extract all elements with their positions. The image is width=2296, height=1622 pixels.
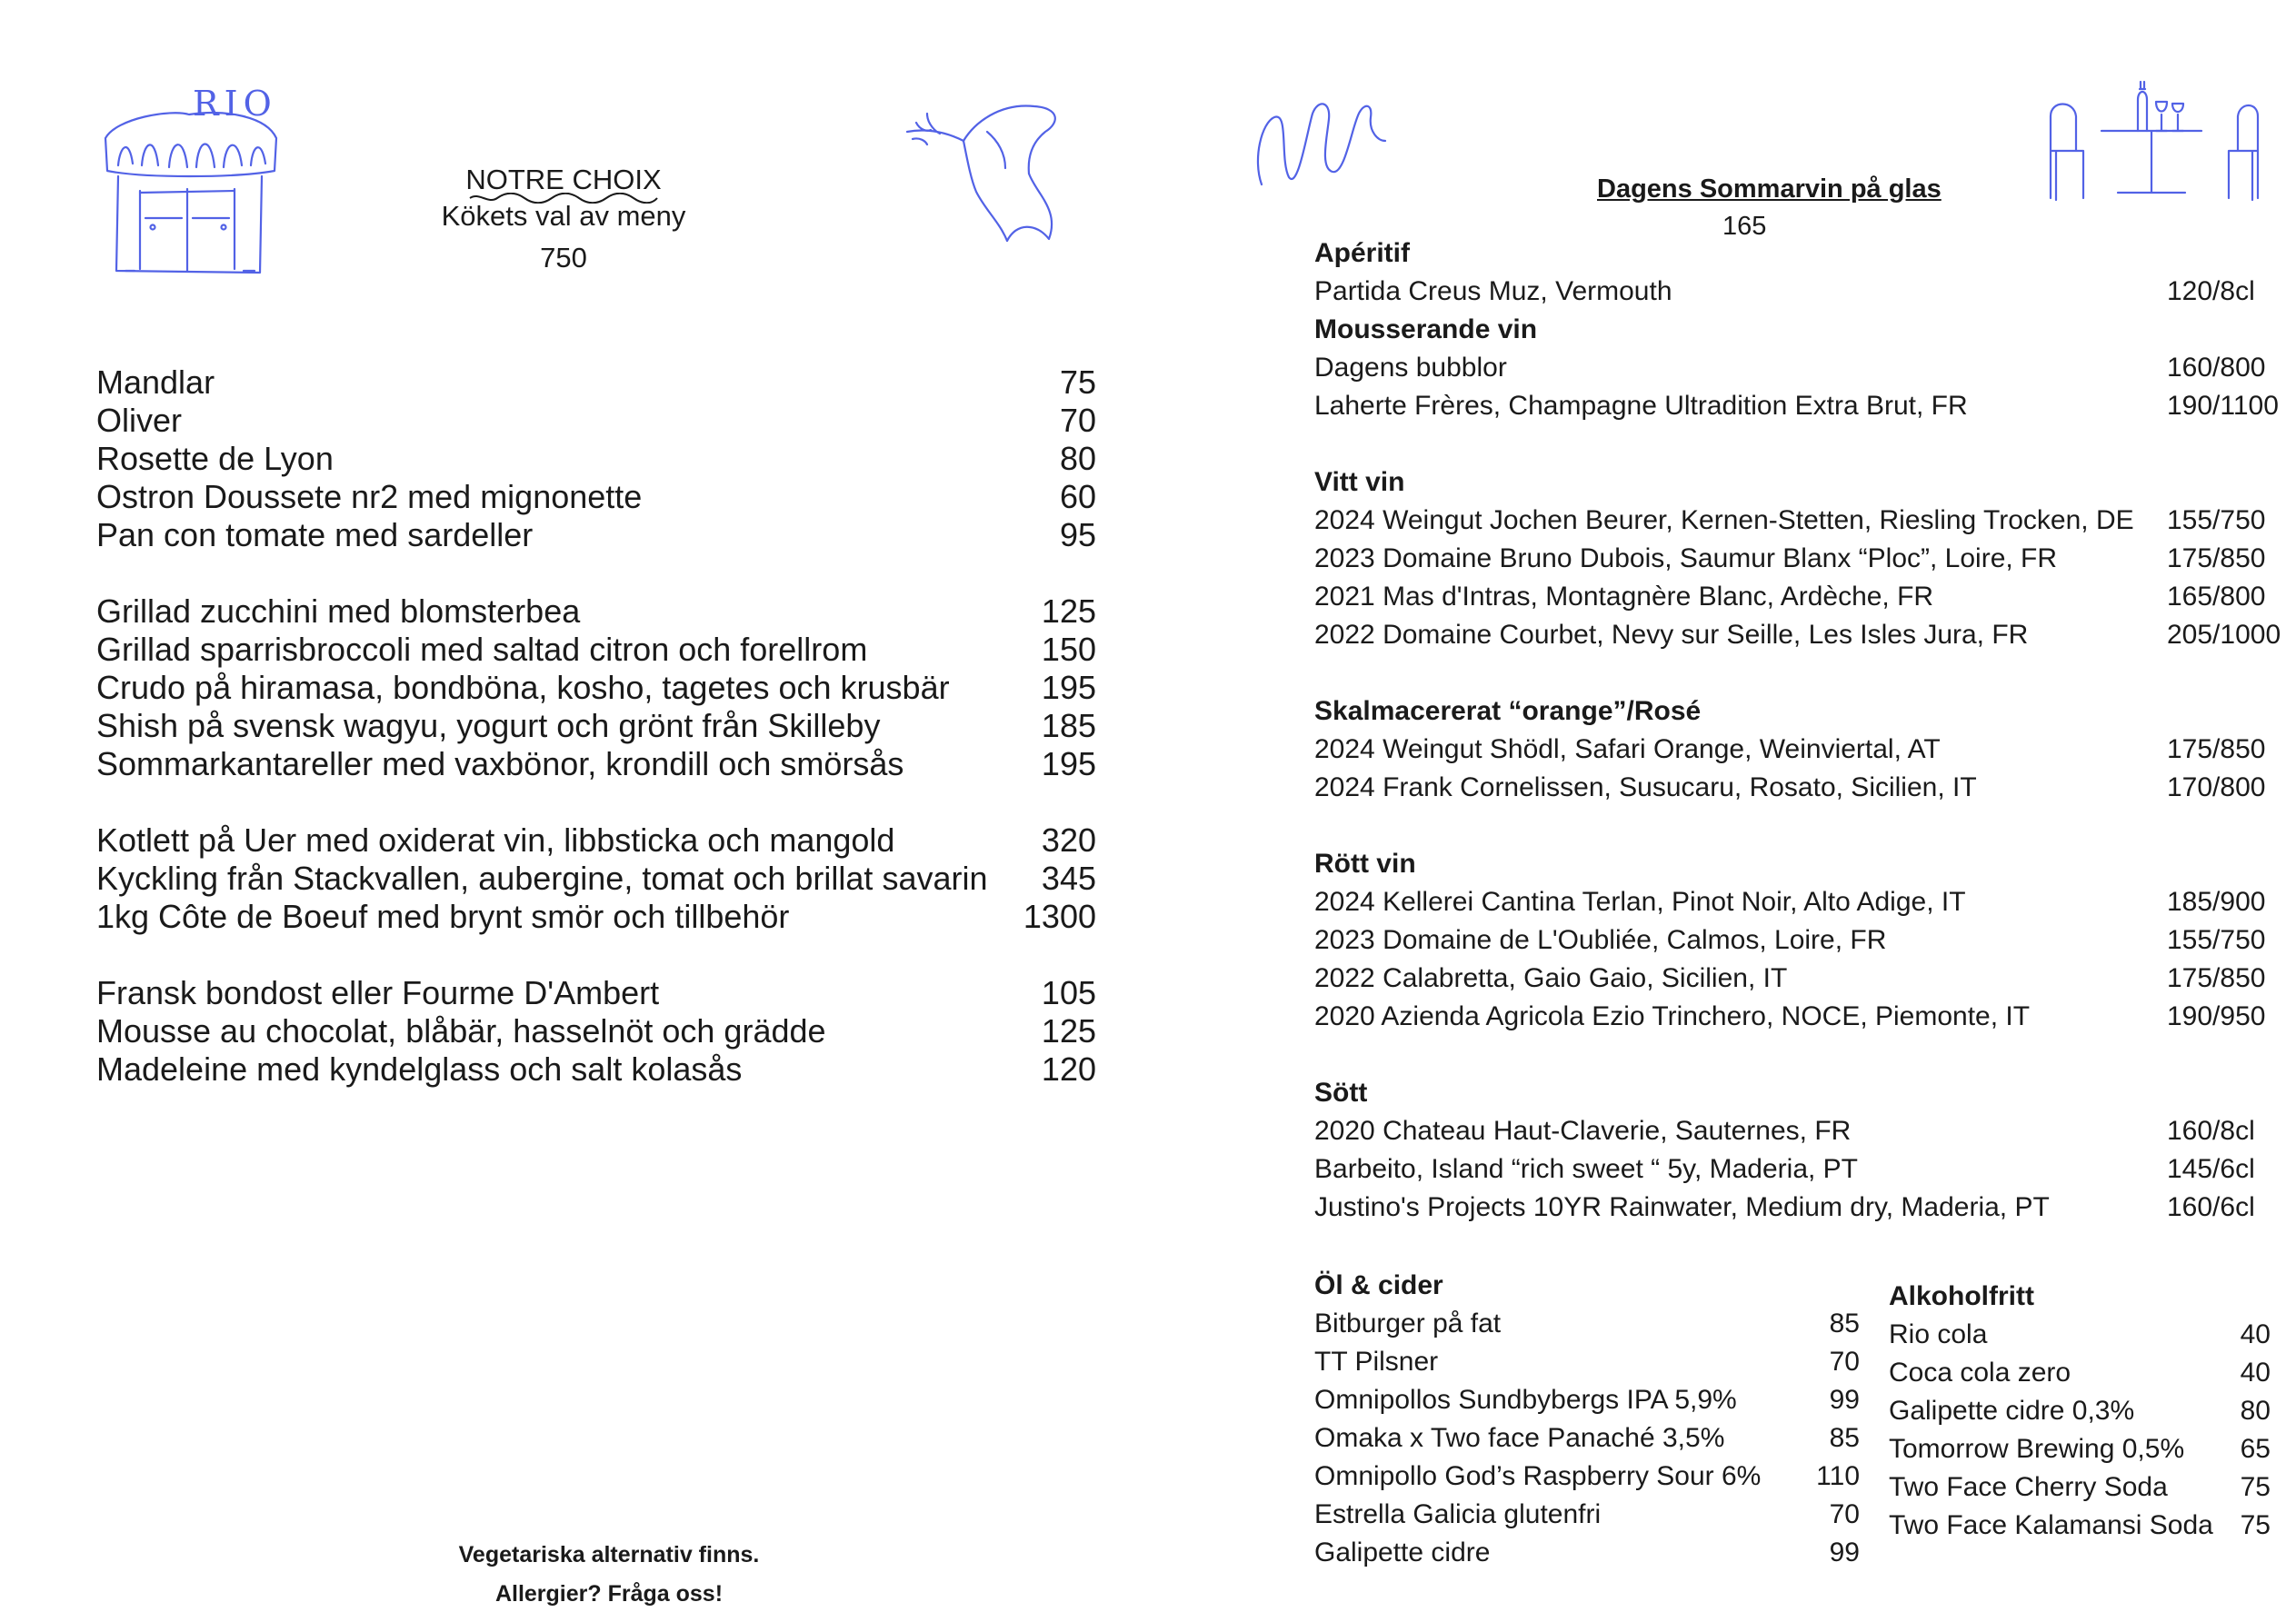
wine-section-heading: Sött — [1314, 1078, 1368, 1108]
item-name: 2023 Domaine de L'Oubliée, Calmos, Loire, FR — [1314, 925, 1887, 955]
menu-item — [96, 363, 1096, 402]
item-price: 40 — [2240, 1358, 2271, 1388]
wine-item — [1314, 349, 2296, 387]
wine-item — [1314, 1189, 2296, 1227]
item-name: Kyckling från Stackvallen, aubergine, tomat och brillat savarin — [96, 860, 988, 897]
item-price: 1300 — [1023, 898, 1096, 935]
item-name: 2022 Calabretta, Gaio Gaio, Sicilien, IT — [1314, 963, 1788, 993]
item-name: Ostron Doussete nr2 med mignonette — [96, 478, 643, 515]
item-price: 190/1100 — [2167, 391, 2279, 421]
beer-item — [1314, 1534, 1860, 1572]
item-price: 165/800 — [2167, 582, 2266, 612]
item-price: 80 — [1059, 440, 1096, 477]
item-name: Two Face Kalamansi Soda — [1889, 1510, 2213, 1540]
wine-title: Dagens Sommarvin på glas — [1597, 174, 1942, 204]
wine-item — [1314, 1112, 2296, 1150]
beer-heading: Öl & cider — [1314, 1270, 1443, 1300]
item-price: 125 — [1041, 592, 1096, 630]
item-name: Estrella Galicia glutenfri — [1314, 1499, 1602, 1529]
squiggle-icon — [1253, 95, 1389, 195]
beer-item — [1314, 1305, 1860, 1343]
item-price: 160/6cl — [2167, 1192, 2255, 1222]
beer-cider-list — [1314, 1267, 1860, 1572]
notre-choix-title: NOTRE CHOIX — [465, 164, 662, 195]
alcohol-free-heading: Alkoholfritt — [1889, 1281, 2034, 1311]
food-group — [96, 363, 1096, 554]
soft-drink-item — [1889, 1354, 2271, 1392]
soft-drink-item — [1889, 1430, 2271, 1468]
wine-item — [1314, 960, 2296, 998]
item-name: Fransk bondost eller Fourme D'Ambert — [96, 974, 660, 1011]
item-name: Grillad zucchini med blomsterbea — [96, 592, 581, 630]
item-name: Laherte Frères, Champagne Ultradition Extra Brut, FR — [1314, 391, 1968, 421]
item-name: Omnipollos Sundbybergs IPA 5,9% — [1314, 1385, 1737, 1415]
beer-item — [1314, 1343, 1860, 1381]
soft-drink-item — [1889, 1468, 2271, 1507]
wine-section-heading: Apéritif — [1314, 238, 1410, 268]
wine-section-heading: Rött vin — [1314, 849, 1416, 879]
wine-item — [1314, 1150, 2296, 1189]
item-name: 2024 Weingut Shödl, Safari Orange, Weinviertal, AT — [1314, 734, 1941, 764]
beer-item — [1314, 1496, 1860, 1534]
item-name: Omnipollo God’s Raspberry Sour 6% — [1314, 1461, 1762, 1491]
section-spacer — [1314, 807, 2296, 845]
item-price: 110 — [1816, 1461, 1860, 1491]
item-name: Galipette cidre — [1314, 1537, 1491, 1567]
item-price: 160/8cl — [2167, 1116, 2255, 1146]
item-price: 345 — [1041, 860, 1096, 897]
item-name: Shish på svensk wagyu, yogurt och grönt från Skilleby — [96, 707, 881, 744]
item-name: Dagens bubblor — [1314, 353, 1507, 383]
wine-section-heading: Mousserande vin — [1314, 314, 1538, 344]
wine-item — [1314, 540, 2296, 578]
item-price: 175/850 — [2167, 543, 2266, 573]
soft-drink-item — [1889, 1507, 2271, 1545]
logo-text: RIO — [193, 84, 277, 124]
item-name: 2020 Azienda Agricola Ezio Trinchero, NOCE, Piemonte, IT — [1314, 1001, 2031, 1031]
item-name: Grillad sparrisbroccoli med saltad citron och forellrom — [96, 631, 868, 668]
item-name: Mandlar — [96, 363, 215, 401]
item-name: Bitburger på fat — [1314, 1309, 1502, 1338]
item-price: 145/6cl — [2167, 1154, 2255, 1184]
item-price: 95 — [1059, 516, 1096, 553]
item-name: 2024 Frank Cornelissen, Susucaru, Rosato, Sicilien, IT — [1314, 772, 1977, 802]
item-price: 75 — [2240, 1510, 2271, 1540]
menu-item — [96, 974, 1096, 1012]
item-name: Kotlett på Uer med oxiderat vin, libbsticka och mangold — [96, 821, 895, 859]
wine-item — [1314, 578, 2296, 616]
item-name: Justino's Projects 10YR Rainwater, Medium dry, Maderia, PT — [1314, 1192, 2050, 1222]
notre-choix-block — [382, 162, 745, 276]
item-price: 105 — [1041, 974, 1096, 1011]
item-price: 99 — [1829, 1537, 1860, 1567]
item-name: Two Face Cherry Soda — [1889, 1472, 2168, 1502]
menu-item — [96, 1050, 1096, 1089]
item-price: 155/750 — [2167, 505, 2266, 535]
item-name: 2024 Weingut Jochen Beurer, Kernen-Stetten, Riesling Trocken, DE — [1314, 505, 2134, 535]
item-price: 125 — [1041, 1012, 1096, 1050]
beer-item — [1314, 1381, 1860, 1419]
wine-section-heading: Skalmacererat “orange”/Rosé — [1314, 696, 1702, 726]
food-group — [96, 974, 1096, 1089]
wine-section-heading: Vitt vin — [1314, 467, 1405, 497]
item-price: 160/800 — [2167, 353, 2266, 383]
item-price: 85 — [1829, 1309, 1860, 1338]
notre-choix-subtitle: Kökets val av meny — [441, 200, 686, 232]
item-price: 99 — [1829, 1385, 1860, 1415]
beer-item — [1314, 1419, 1860, 1458]
menu-item — [96, 1012, 1096, 1050]
wine-item — [1314, 769, 2296, 807]
item-price: 80 — [2240, 1396, 2271, 1426]
menu-item — [96, 478, 1096, 516]
item-price: 185 — [1041, 707, 1096, 744]
item-name: Tomorrow Brewing 0,5% — [1889, 1434, 2185, 1464]
item-name: Sommarkantareller med vaxbönor, krondill och smörsås — [96, 745, 904, 782]
soft-drink-item — [1889, 1392, 2271, 1430]
item-price: 195 — [1041, 669, 1096, 706]
wine-item — [1314, 273, 2296, 311]
item-price: 185/900 — [2167, 887, 2266, 917]
item-price: 85 — [1829, 1423, 1860, 1453]
item-price: 120/8cl — [2167, 276, 2255, 306]
item-name: TT Pilsner — [1314, 1347, 1439, 1377]
menu-item — [96, 516, 1096, 554]
item-name: 1kg Côte de Boeuf med brynt smör och tillbehör — [96, 898, 790, 935]
section-spacer — [1314, 654, 2296, 692]
item-name: Mousse au chocolat, blåbär, hasselnöt och grädde — [96, 1012, 826, 1050]
item-name: Partida Creus Muz, Vermouth — [1314, 276, 1672, 306]
footer-vegetarian: Vegetariska alternativ finns. — [458, 1542, 760, 1567]
item-price: 75 — [2240, 1472, 2271, 1502]
wine-item — [1314, 616, 2296, 654]
item-name: Omaka x Two face Panaché 3,5% — [1314, 1423, 1725, 1453]
item-price: 70 — [1059, 402, 1096, 439]
wine-title-price: 165 — [1722, 212, 1767, 241]
menu-item — [96, 898, 1096, 936]
item-price: 65 — [2240, 1434, 2271, 1464]
item-name: Crudo på hiramasa, bondböna, kosho, tagetes och krusbär — [96, 669, 950, 706]
menu-item — [96, 669, 1096, 707]
wine-item — [1314, 731, 2296, 769]
item-price: 170/800 — [2167, 772, 2266, 802]
menu-item — [96, 707, 1096, 745]
item-price: 205/1000 — [2167, 620, 2281, 650]
footer-note — [382, 1536, 836, 1614]
item-name: Rosette de Lyon — [96, 440, 334, 477]
wine-item — [1314, 387, 2296, 425]
wine-item — [1314, 921, 2296, 960]
wine-item — [1314, 998, 2296, 1036]
item-name: Pan con tomate med sardeller — [96, 516, 534, 553]
item-price: 320 — [1041, 821, 1096, 859]
item-name: Rio cola — [1889, 1319, 1988, 1349]
food-group — [96, 821, 1096, 936]
item-name: Madeleine med kyndelglass och salt kolasås — [96, 1050, 743, 1088]
section-spacer — [1314, 425, 2296, 463]
item-name: Barbeito, Island “rich sweet “ 5y, Maderia, PT — [1314, 1154, 1859, 1184]
section-spacer — [1314, 1036, 2296, 1074]
item-name: 2022 Domaine Courbet, Nevy sur Seille, Les Isles Jura, FR — [1314, 620, 2029, 650]
menu-item — [96, 402, 1096, 440]
item-price: 60 — [1059, 478, 1096, 515]
beer-item — [1314, 1458, 1860, 1496]
item-name: 2024 Kellerei Cantina Terlan, Pinot Noir, Alto Adige, IT — [1314, 887, 1966, 917]
soft-drink-item — [1889, 1316, 2271, 1354]
wine-item — [1314, 883, 2296, 921]
dove-icon — [900, 95, 1073, 259]
item-price: 40 — [2240, 1319, 2271, 1349]
item-price: 190/950 — [2167, 1001, 2266, 1031]
food-menu — [96, 363, 1096, 1127]
item-price: 120 — [1041, 1050, 1096, 1088]
food-group — [96, 592, 1096, 783]
item-name: Galipette cidre 0,3% — [1889, 1396, 2135, 1426]
alcohol-free-list — [1889, 1278, 2271, 1545]
wine-item — [1314, 502, 2296, 540]
menu-item — [96, 592, 1096, 631]
item-price: 75 — [1059, 363, 1096, 401]
item-name: Coca cola zero — [1889, 1358, 2071, 1388]
item-name: 2023 Domaine Bruno Dubois, Saumur Blanx “Ploc”, Loire, FR — [1314, 543, 2058, 573]
menu-item — [96, 860, 1096, 898]
item-price: 175/850 — [2167, 734, 2266, 764]
item-name: Oliver — [96, 402, 183, 439]
item-name: 2020 Chateau Haut-Claverie, Sauternes, FR — [1314, 1116, 1852, 1146]
item-price: 155/750 — [2167, 925, 2266, 955]
menu-item — [96, 631, 1096, 669]
menu-item — [96, 821, 1096, 860]
item-price: 150 — [1041, 631, 1096, 668]
notre-choix-price: 750 — [540, 242, 587, 274]
menu-item — [96, 440, 1096, 478]
item-price: 70 — [1829, 1499, 1860, 1529]
item-price: 195 — [1041, 745, 1096, 782]
cafe-table-icon — [2047, 80, 2265, 207]
item-price: 70 — [1829, 1347, 1860, 1377]
footer-allergies: Allergier? Fråga oss! — [494, 1581, 724, 1607]
wine-list — [1314, 234, 2296, 1227]
item-price: 175/850 — [2167, 963, 2266, 993]
menu-item — [96, 745, 1096, 783]
item-name: 2021 Mas d'Intras, Montagnère Blanc, Ardèche, FR — [1314, 582, 1934, 612]
